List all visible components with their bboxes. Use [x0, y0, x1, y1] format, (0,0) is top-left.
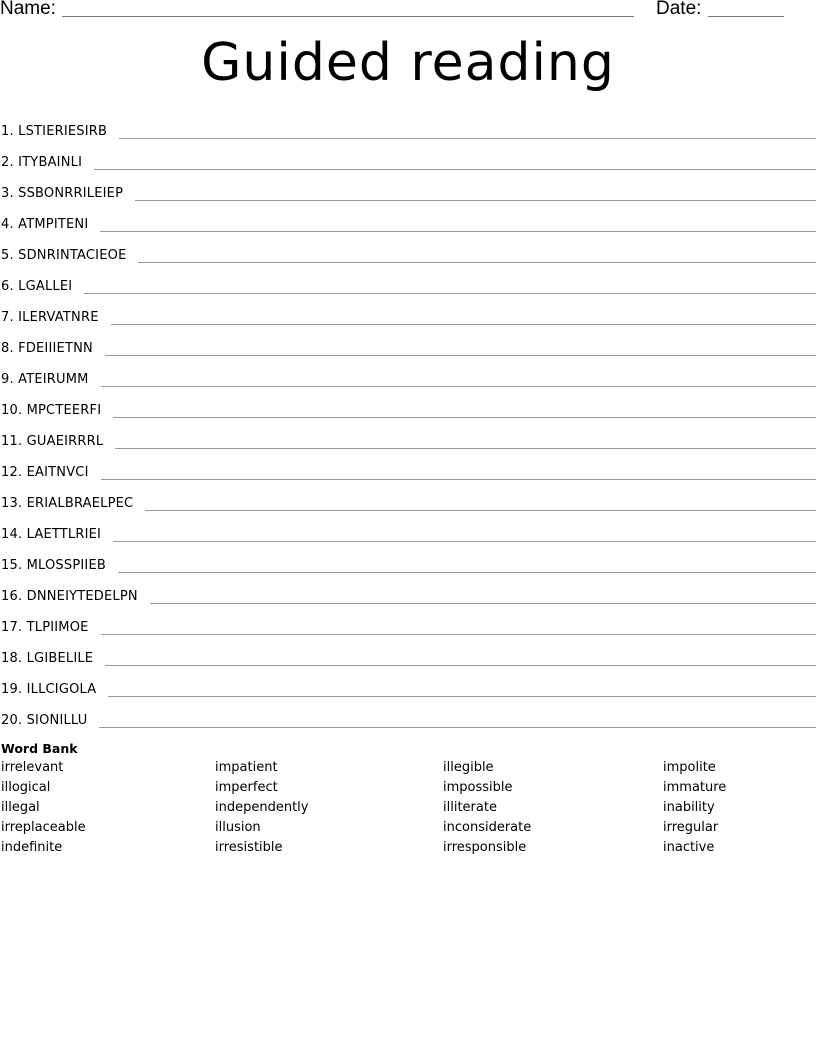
word-bank-word: inability: [663, 800, 715, 815]
answer-line[interactable]: [150, 602, 816, 604]
scrambled-word: 19. ILLCIGOLA: [1, 682, 97, 697]
answer-line[interactable]: [138, 261, 816, 263]
date-label: Date:: [656, 0, 702, 19]
answer-line[interactable]: [113, 416, 816, 418]
word-bank-word: inactive: [663, 840, 715, 855]
answer-line[interactable]: [119, 137, 816, 139]
word-bank-word: illiterate: [443, 800, 497, 815]
word-bank-word: independently: [215, 800, 309, 815]
scrambled-word: 9. ATEIRUMM: [1, 372, 89, 387]
word-bank-word: irreplaceable: [1, 820, 86, 835]
scramble-row: [0, 480, 816, 511]
scramble-row: [0, 263, 816, 294]
word-bank-word: illegible: [443, 760, 494, 775]
word-bank-word: irresponsible: [443, 840, 527, 855]
answer-line[interactable]: [111, 323, 816, 325]
scramble-row: [0, 697, 816, 728]
scrambled-word: 10. MPCTEERFI: [1, 403, 102, 418]
scrambled-word: 20. SIONILLU: [1, 713, 88, 728]
answer-line[interactable]: [115, 447, 816, 449]
word-bank-word: illegal: [1, 800, 40, 815]
scrambled-word: 11. GUAEIRRRL: [1, 434, 104, 449]
scrambled-word: 13. ERIALBRAELPEC: [1, 496, 134, 511]
scramble-row: [0, 356, 816, 387]
word-bank-word: irrelevant: [1, 760, 64, 775]
scrambled-word: 7. ILERVATNRE: [1, 310, 99, 325]
answer-line[interactable]: [105, 664, 816, 666]
answer-line[interactable]: [99, 726, 816, 728]
word-bank-title: Word Bank: [1, 741, 78, 756]
answer-line[interactable]: [101, 385, 816, 387]
scramble-row: [0, 666, 816, 697]
scramble-row: [0, 573, 816, 604]
scramble-row: [0, 418, 816, 449]
scrambled-word: 14. LAETTLRIEI: [1, 527, 102, 542]
scrambled-word: 17. TLPIIMOE: [1, 620, 89, 635]
word-bank-grid: [0, 758, 816, 868]
word-bank-word: inconsiderate: [443, 820, 532, 835]
name-label: Name:: [0, 0, 56, 19]
scramble-list: [0, 108, 816, 728]
answer-line[interactable]: [101, 633, 816, 635]
scrambled-word: 5. SDNRINTACIEOE: [1, 248, 127, 263]
word-bank: [0, 740, 816, 868]
answer-line[interactable]: [135, 199, 816, 201]
word-bank-word: impolite: [663, 760, 716, 775]
word-bank-word: illogical: [1, 780, 51, 795]
scramble-row: [0, 387, 816, 418]
answer-line[interactable]: [84, 292, 816, 294]
word-bank-word: illusion: [215, 820, 261, 835]
scramble-row: [0, 542, 816, 573]
scramble-row: [0, 325, 816, 356]
scramble-row: [0, 201, 816, 232]
word-bank-word: imperfect: [215, 780, 278, 795]
worksheet-header: [0, 0, 816, 24]
word-bank-word: indefinite: [1, 840, 63, 855]
answer-line[interactable]: [118, 571, 816, 573]
scrambled-word: 12. EAITNVCI: [1, 465, 89, 480]
scramble-row: [0, 108, 816, 139]
scrambled-word: 16. DNNEIYTEDELPN: [1, 589, 138, 604]
worksheet-title: Guided reading: [201, 33, 615, 93]
name-line: [62, 16, 634, 17]
scramble-row: [0, 232, 816, 263]
word-bank-word: impossible: [443, 780, 513, 795]
answer-line[interactable]: [100, 230, 816, 232]
scrambled-word: 2. ITYBAINLI: [1, 155, 83, 170]
scrambled-word: 4. ATMPITENI: [1, 217, 89, 232]
scramble-row: [0, 449, 816, 480]
scramble-row: [0, 635, 816, 666]
scrambled-word: 3. SSBONRRILEIEP: [1, 186, 124, 201]
answer-line[interactable]: [101, 478, 816, 480]
scramble-row: [0, 294, 816, 325]
answer-line[interactable]: [113, 540, 816, 542]
answer-line[interactable]: [105, 354, 816, 356]
scrambled-word: 18. LGIBELILE: [1, 651, 94, 666]
scrambled-word: 8. FDEIIIETNN: [1, 341, 93, 356]
scramble-row: [0, 511, 816, 542]
scrambled-word: 15. MLOSSPIIEB: [1, 558, 106, 573]
scramble-row: [0, 604, 816, 635]
answer-line[interactable]: [145, 509, 816, 511]
word-bank-word: impatient: [215, 760, 278, 775]
date-line: [708, 16, 784, 17]
word-bank-word: immature: [663, 780, 727, 795]
word-bank-word: irregular: [663, 820, 719, 835]
answer-line[interactable]: [108, 695, 816, 697]
scramble-row: [0, 139, 816, 170]
scrambled-word: 1. LSTIERIESIRB: [1, 124, 108, 139]
answer-line[interactable]: [94, 168, 816, 170]
scrambled-word: 6. LGALLEI: [1, 279, 73, 294]
scramble-row: [0, 170, 816, 201]
word-bank-word: irresistible: [215, 840, 283, 855]
